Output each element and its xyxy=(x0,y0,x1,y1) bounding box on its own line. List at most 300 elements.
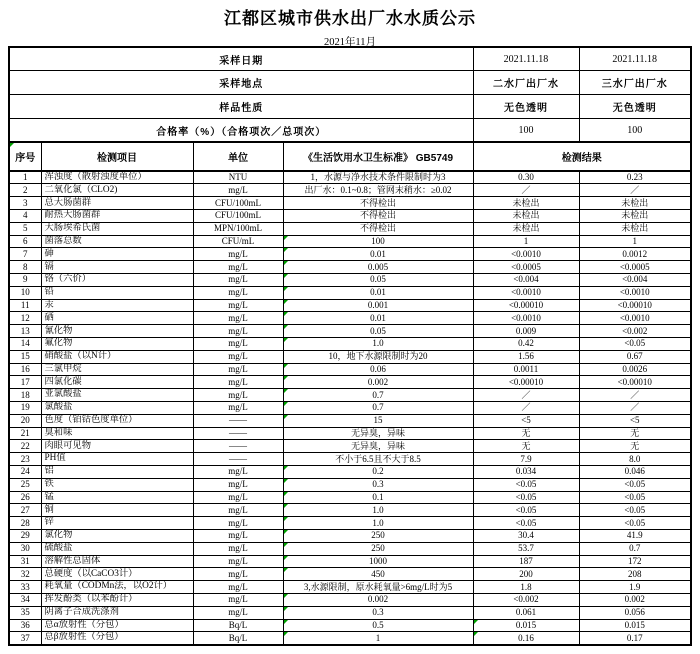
sample-property-row xyxy=(9,95,691,119)
unit-cell-text: MPN/100mL xyxy=(213,223,262,234)
result-cell-plant3-text: <0.05 xyxy=(624,479,646,490)
result-cell-plant2 xyxy=(473,581,579,594)
report-month: 2021年11月 xyxy=(323,37,377,48)
row-no-cell-text: 27 xyxy=(20,504,30,515)
row-no-cell xyxy=(9,184,41,197)
result-cell-plant2-text: 0.015 xyxy=(515,619,537,630)
row-no-cell-text: 10 xyxy=(20,287,30,298)
standard-cell-text: 0.002 xyxy=(367,376,389,387)
result-cell-plant3 xyxy=(579,414,691,427)
green-corner-flag xyxy=(284,287,288,291)
item-cell xyxy=(41,568,193,581)
standard-cell xyxy=(283,453,473,466)
standard-cell-text: 1.0 xyxy=(372,504,384,515)
table-row xyxy=(9,286,691,299)
standard-cell xyxy=(283,261,473,274)
green-corner-flag xyxy=(10,143,14,147)
unit-cell xyxy=(193,222,283,235)
item-cell-text: 耐热大肠菌群 xyxy=(44,210,101,221)
green-corner-flag xyxy=(284,607,288,611)
unit-cell-text: CFU/mL xyxy=(221,236,255,247)
unit-cell xyxy=(193,619,283,632)
result-cell-plant3 xyxy=(579,210,691,223)
row-no-cell-text: 7 xyxy=(23,248,28,259)
green-corner-flag xyxy=(284,389,288,393)
item-cell xyxy=(41,632,193,645)
item-cell xyxy=(41,414,193,427)
result-cell-plant3 xyxy=(579,504,691,517)
table-row xyxy=(9,299,691,312)
result-cell-plant3 xyxy=(579,453,691,466)
standard-cell-text: 出厂水：0.1~0.8；管网末稍水：≥0.02 xyxy=(304,184,452,195)
unit-cell xyxy=(193,568,283,581)
row-no-cell xyxy=(9,274,41,287)
result-cell-plant2 xyxy=(473,593,579,606)
row-no-cell xyxy=(9,363,41,376)
result-cell-plant3-text: <0.0010 xyxy=(619,312,650,323)
unit-cell xyxy=(193,261,283,274)
unit-cell-text: mg/L xyxy=(228,492,248,502)
result-cell-plant3 xyxy=(579,402,691,415)
table-row xyxy=(9,338,691,351)
green-corner-flag xyxy=(284,274,288,278)
result-cell-plant3 xyxy=(579,555,691,568)
result-cell-plant2-text: 0.42 xyxy=(518,338,534,349)
result-cell-plant2 xyxy=(473,427,579,440)
table-row xyxy=(9,466,691,479)
row-no-cell xyxy=(9,248,41,261)
row-no-cell xyxy=(9,517,41,530)
result-cell-plant3 xyxy=(579,593,691,606)
col-header-unit: 单位 xyxy=(193,142,283,171)
result-cell-plant2-text: <0.0010 xyxy=(511,312,541,323)
item-cell-text: 亚氯酸盐 xyxy=(44,389,82,400)
standard-cell xyxy=(283,210,473,223)
result-cell-plant2 xyxy=(473,632,579,645)
table-row xyxy=(9,517,691,530)
green-corner-flag xyxy=(284,300,288,304)
standard-cell xyxy=(283,222,473,235)
sample-property-plant3: 无色透明 xyxy=(579,95,691,119)
item-cell xyxy=(41,491,193,504)
result-cell-plant2 xyxy=(473,376,579,389)
standard-cell xyxy=(283,171,473,184)
table-row xyxy=(9,632,691,645)
standard-cell xyxy=(283,606,473,619)
result-cell-plant2 xyxy=(473,568,579,581)
unit-cell-text: mg/L xyxy=(228,504,248,515)
row-no-cell-text: 32 xyxy=(20,568,30,579)
row-no-cell-text: 23 xyxy=(20,453,30,464)
standard-cell xyxy=(283,504,473,517)
unit-cell xyxy=(193,171,283,184)
green-corner-flag xyxy=(284,261,288,265)
item-cell-text: 氯化物 xyxy=(44,530,73,541)
result-cell-plant3 xyxy=(579,440,691,453)
standard-cell-text: 0.05 xyxy=(370,274,386,285)
unit-cell xyxy=(193,530,283,543)
item-cell-text: PH值 xyxy=(44,453,66,464)
unit-cell-text: mg/L xyxy=(228,184,248,195)
standard-cell-text: 0.1 xyxy=(372,492,384,502)
standard-cell-text: 250 xyxy=(371,543,385,554)
item-cell xyxy=(41,197,193,210)
row-no-cell-text: 19 xyxy=(20,402,30,413)
unit-cell xyxy=(193,210,283,223)
page-title: 江都区城市供水出厂水水质公示 xyxy=(224,9,476,28)
result-cell-plant2 xyxy=(473,171,579,184)
row-no-cell-text: 17 xyxy=(20,376,30,387)
row-no-cell-text: 13 xyxy=(20,325,30,336)
result-cell-plant2-text: 200 xyxy=(519,568,533,579)
row-no-cell-text: 2 xyxy=(23,184,28,195)
standard-cell-text: 1.0 xyxy=(372,517,384,528)
table-row xyxy=(9,312,691,325)
green-corner-flag xyxy=(284,479,288,483)
item-cell xyxy=(41,210,193,223)
standard-cell-text: 0.5 xyxy=(372,619,384,630)
standard-cell-text: 0.7 xyxy=(372,389,384,400)
result-cell-plant3-text: 无 xyxy=(630,440,640,451)
result-cell-plant2-text: 7.9 xyxy=(520,453,532,464)
sampling-date-plant2: 2021.11.18 xyxy=(473,47,579,71)
result-cell-plant3-text: 1.9 xyxy=(629,581,641,592)
standard-cell-text: 0.01 xyxy=(370,248,386,259)
unit-cell xyxy=(193,555,283,568)
row-no-cell xyxy=(9,440,41,453)
col-header-no xyxy=(9,142,41,171)
result-cell-plant2-text: <0.05 xyxy=(515,492,537,502)
result-cell-plant3-text: 0.23 xyxy=(626,172,643,183)
result-cell-plant2 xyxy=(473,325,579,338)
unit-cell xyxy=(193,389,283,402)
standard-cell xyxy=(283,530,473,543)
unit-cell xyxy=(193,606,283,619)
standard-cell-text: 0.01 xyxy=(370,312,386,323)
standard-cell-text: 3,水源限制，原水耗氧量>6mg/L时为5 xyxy=(303,581,453,592)
unit-cell xyxy=(193,363,283,376)
standard-cell-text: 100 xyxy=(371,236,385,247)
item-cell xyxy=(41,606,193,619)
table-row xyxy=(9,504,691,517)
standard-cell xyxy=(283,632,473,645)
row-no-cell-text: 6 xyxy=(23,236,28,247)
row-no-cell xyxy=(9,338,41,351)
table-row xyxy=(9,222,691,235)
unit-cell xyxy=(193,274,283,287)
table-row xyxy=(9,389,691,402)
result-cell-plant3-text: <0.05 xyxy=(624,517,646,528)
result-cell-plant2 xyxy=(473,274,579,287)
standard-cell xyxy=(283,440,473,453)
standard-cell xyxy=(283,235,473,248)
unit-cell-text: mg/L xyxy=(228,479,248,490)
result-cell-plant2-text: <0.05 xyxy=(515,479,537,490)
sampling-location-plant2: 二水厂出厂水 xyxy=(473,71,579,95)
row-no-cell xyxy=(9,478,41,491)
standard-cell-text: 1 xyxy=(375,632,381,643)
result-cell-plant2-text: 30.4 xyxy=(518,530,534,541)
standard-cell xyxy=(283,363,473,376)
table-row xyxy=(9,491,691,504)
pass-rate-plant3: 100 xyxy=(579,118,691,142)
unit-cell-text: mg/L xyxy=(228,351,248,362)
item-cell xyxy=(41,376,193,389)
unit-cell xyxy=(193,248,283,261)
standard-cell-text: 0.2 xyxy=(372,466,384,477)
result-cell-plant3 xyxy=(579,312,691,325)
green-corner-flag xyxy=(284,620,288,624)
result-cell-plant2-text: 53.7 xyxy=(518,543,534,554)
item-cell-text: 镉 xyxy=(44,261,54,272)
column-header-row xyxy=(9,142,691,171)
unit-cell xyxy=(193,466,283,479)
result-cell-plant3-text: 1 xyxy=(632,236,637,247)
result-cell-plant3-text: 0.67 xyxy=(626,351,643,362)
item-cell xyxy=(41,427,193,440)
item-cell-text: 三氯甲烷 xyxy=(44,363,82,374)
standard-cell-text: 1000 xyxy=(369,555,387,566)
standard-cell-text: 0.001 xyxy=(367,300,389,311)
sampling-date-label: 采样日期 xyxy=(9,47,473,71)
sampling-location-label: 采样地点 xyxy=(9,71,473,95)
result-cell-plant3 xyxy=(579,261,691,274)
standard-cell xyxy=(283,542,473,555)
row-no-cell-text: 15 xyxy=(20,351,30,362)
unit-cell-text: mg/L xyxy=(228,338,248,349)
result-cell-plant2 xyxy=(473,363,579,376)
result-cell-plant2 xyxy=(473,389,579,402)
table-row xyxy=(9,274,691,287)
result-cell-plant3-text: 0.7 xyxy=(629,543,641,554)
row-no-cell-text: 36 xyxy=(20,619,30,630)
item-cell-text: 溶解性总固体 xyxy=(44,555,101,566)
table-row xyxy=(9,530,691,543)
item-cell xyxy=(41,350,193,363)
table-row xyxy=(9,197,691,210)
result-cell-plant3-text: 41.9 xyxy=(626,530,643,541)
table-row xyxy=(9,453,691,466)
result-cell-plant3 xyxy=(579,286,691,299)
result-cell-plant2-text: <0.0010 xyxy=(511,248,541,259)
unit-cell xyxy=(193,286,283,299)
row-no-cell-text: 37 xyxy=(20,632,30,643)
result-cell-plant2 xyxy=(473,555,579,568)
green-corner-flag xyxy=(284,632,288,636)
result-cell-plant2 xyxy=(473,350,579,363)
unit-cell xyxy=(193,581,283,594)
row-no-cell-text: 24 xyxy=(20,466,30,477)
standard-cell-text: 15 xyxy=(373,415,383,426)
result-cell-plant3 xyxy=(579,619,691,632)
result-cell-plant2-text: ／ xyxy=(521,402,531,413)
result-cell-plant2-text: 187 xyxy=(519,555,533,566)
unit-cell-text: mg/L xyxy=(228,594,248,605)
table-row xyxy=(9,376,691,389)
item-cell xyxy=(41,440,193,453)
result-cell-plant2-text: 未检出 xyxy=(512,210,540,221)
unit-cell xyxy=(193,491,283,504)
green-corner-flag xyxy=(284,466,288,470)
result-cell-plant2 xyxy=(473,606,579,619)
result-cell-plant2-text: ／ xyxy=(521,184,531,195)
result-cell-plant3-text: 0.0012 xyxy=(622,248,648,259)
standard-cell xyxy=(283,286,473,299)
standard-cell xyxy=(283,619,473,632)
item-cell xyxy=(41,312,193,325)
sampling-location-plant3: 三水厂出厂水 xyxy=(579,71,691,95)
standard-cell xyxy=(283,466,473,479)
row-no-cell xyxy=(9,389,41,402)
row-no-cell-text: 22 xyxy=(20,440,30,451)
table-row xyxy=(9,235,691,248)
result-cell-plant3-text: <0.004 xyxy=(622,274,648,285)
pass-rate-plant2: 100 xyxy=(473,118,579,142)
item-cell-text: 挥发酚类（以苯酚计） xyxy=(44,594,138,605)
standard-cell-text: 1，水源与净水技术条件限制时为3 xyxy=(310,172,446,183)
result-cell-plant2 xyxy=(473,261,579,274)
item-cell-text: 硒 xyxy=(44,312,54,323)
result-cell-plant3 xyxy=(579,376,691,389)
row-no-cell xyxy=(9,376,41,389)
item-cell xyxy=(41,299,193,312)
row-no-cell-text: 34 xyxy=(20,594,30,605)
standard-cell xyxy=(283,555,473,568)
row-no-cell xyxy=(9,350,41,363)
green-corner-flag xyxy=(474,632,478,636)
sampling-location-row xyxy=(9,71,691,95)
green-corner-flag xyxy=(284,556,288,560)
result-cell-plant3-text: 0.0026 xyxy=(622,364,648,375)
item-cell-text: 总α放射性（分包） xyxy=(44,619,124,630)
result-cell-plant2-text: <0.00010 xyxy=(508,376,544,387)
result-cell-plant3-text: <0.0010 xyxy=(619,287,650,298)
result-cell-plant2-text: 0.30 xyxy=(518,172,534,183)
standard-cell-text: 0.3 xyxy=(372,479,384,490)
item-cell xyxy=(41,171,193,184)
result-cell-plant2-text: 未检出 xyxy=(512,223,540,234)
row-no-cell xyxy=(9,325,41,338)
green-corner-flag xyxy=(284,376,288,380)
item-cell-text: 臭和味 xyxy=(44,427,73,438)
standard-cell xyxy=(283,338,473,351)
result-cell-plant3 xyxy=(579,184,691,197)
row-no-cell xyxy=(9,210,41,223)
result-cell-plant3-text: 208 xyxy=(628,568,642,579)
row-no-cell xyxy=(9,568,41,581)
unit-cell-text: mg/L xyxy=(228,248,248,259)
result-cell-plant3 xyxy=(579,389,691,402)
standard-cell-text: 0.7 xyxy=(372,402,384,413)
unit-cell-text: NTU xyxy=(228,172,248,183)
table-row xyxy=(9,555,691,568)
table-row xyxy=(9,350,691,363)
table-row xyxy=(9,593,691,606)
result-cell-plant2 xyxy=(473,504,579,517)
row-no-cell xyxy=(9,619,41,632)
table-row xyxy=(9,261,691,274)
result-cell-plant3-text: <0.00010 xyxy=(617,376,652,387)
row-no-cell-text: 16 xyxy=(20,364,30,375)
result-cell-plant2 xyxy=(473,491,579,504)
unit-cell xyxy=(193,350,283,363)
result-cell-plant3 xyxy=(579,171,691,184)
result-cell-plant2 xyxy=(473,453,579,466)
unit-cell-text: mg/L xyxy=(228,568,248,579)
unit-cell xyxy=(193,517,283,530)
item-cell xyxy=(41,402,193,415)
row-no-cell xyxy=(9,286,41,299)
result-cell-plant2 xyxy=(473,530,579,543)
unit-cell-text: mg/L xyxy=(228,261,248,272)
result-cell-plant3-text: <0.05 xyxy=(624,338,646,349)
result-cell-plant3 xyxy=(579,363,691,376)
item-cell-text: 大肠埃希氏菌 xyxy=(44,223,101,234)
result-cell-plant3-text: 172 xyxy=(628,555,642,566)
result-cell-plant2 xyxy=(473,312,579,325)
row-no-cell-text: 29 xyxy=(20,530,30,541)
result-cell-plant3-text: 0.002 xyxy=(624,594,645,605)
unit-cell-text: mg/L xyxy=(228,543,248,554)
result-cell-plant2 xyxy=(473,478,579,491)
unit-cell-text: mg/L xyxy=(228,607,248,618)
unit-cell xyxy=(193,593,283,606)
unit-cell-text: —— xyxy=(229,428,247,439)
row-no-cell xyxy=(9,402,41,415)
pass-rate-row xyxy=(9,118,691,142)
standard-cell-text: 不得检出 xyxy=(359,197,396,208)
item-cell-text: 总硬度（以CaCO3计） xyxy=(44,568,138,579)
result-cell-plant2 xyxy=(473,184,579,197)
result-cell-plant2 xyxy=(473,286,579,299)
standard-cell xyxy=(283,299,473,312)
result-cell-plant2 xyxy=(473,197,579,210)
unit-cell xyxy=(193,478,283,491)
item-cell xyxy=(41,248,193,261)
standard-cell xyxy=(283,248,473,261)
table-row xyxy=(9,427,691,440)
standard-cell xyxy=(283,517,473,530)
col-header-item: 检测项目 xyxy=(41,142,193,171)
row-no-cell xyxy=(9,593,41,606)
item-cell-text: 铬（六价） xyxy=(44,274,91,285)
green-corner-flag xyxy=(284,594,288,598)
result-cell-plant2-text: <0.004 xyxy=(513,274,539,285)
table-row xyxy=(9,402,691,415)
standard-cell xyxy=(283,184,473,197)
standard-cell xyxy=(283,427,473,440)
unit-cell-text: mg/L xyxy=(228,530,248,541)
row-no-cell-text: 26 xyxy=(20,492,30,502)
item-cell-text: 耗氧量（CODMn法，以O2计） xyxy=(44,581,173,592)
item-cell xyxy=(41,619,193,632)
unit-cell xyxy=(193,338,283,351)
row-no-cell xyxy=(9,555,41,568)
item-cell xyxy=(41,581,193,594)
standard-cell xyxy=(283,389,473,402)
standard-cell xyxy=(283,593,473,606)
result-cell-plant2-text: 1.8 xyxy=(520,581,532,592)
result-cell-plant3 xyxy=(579,517,691,530)
standard-cell-text: 0.06 xyxy=(370,364,386,375)
result-cell-plant2 xyxy=(473,210,579,223)
result-cell-plant3 xyxy=(579,568,691,581)
result-cell-plant2 xyxy=(473,542,579,555)
table-row xyxy=(9,171,691,184)
unit-cell-text: —— xyxy=(229,453,247,464)
row-no-cell-text: 1 xyxy=(23,172,28,183)
unit-cell-text: mg/L xyxy=(228,274,248,285)
